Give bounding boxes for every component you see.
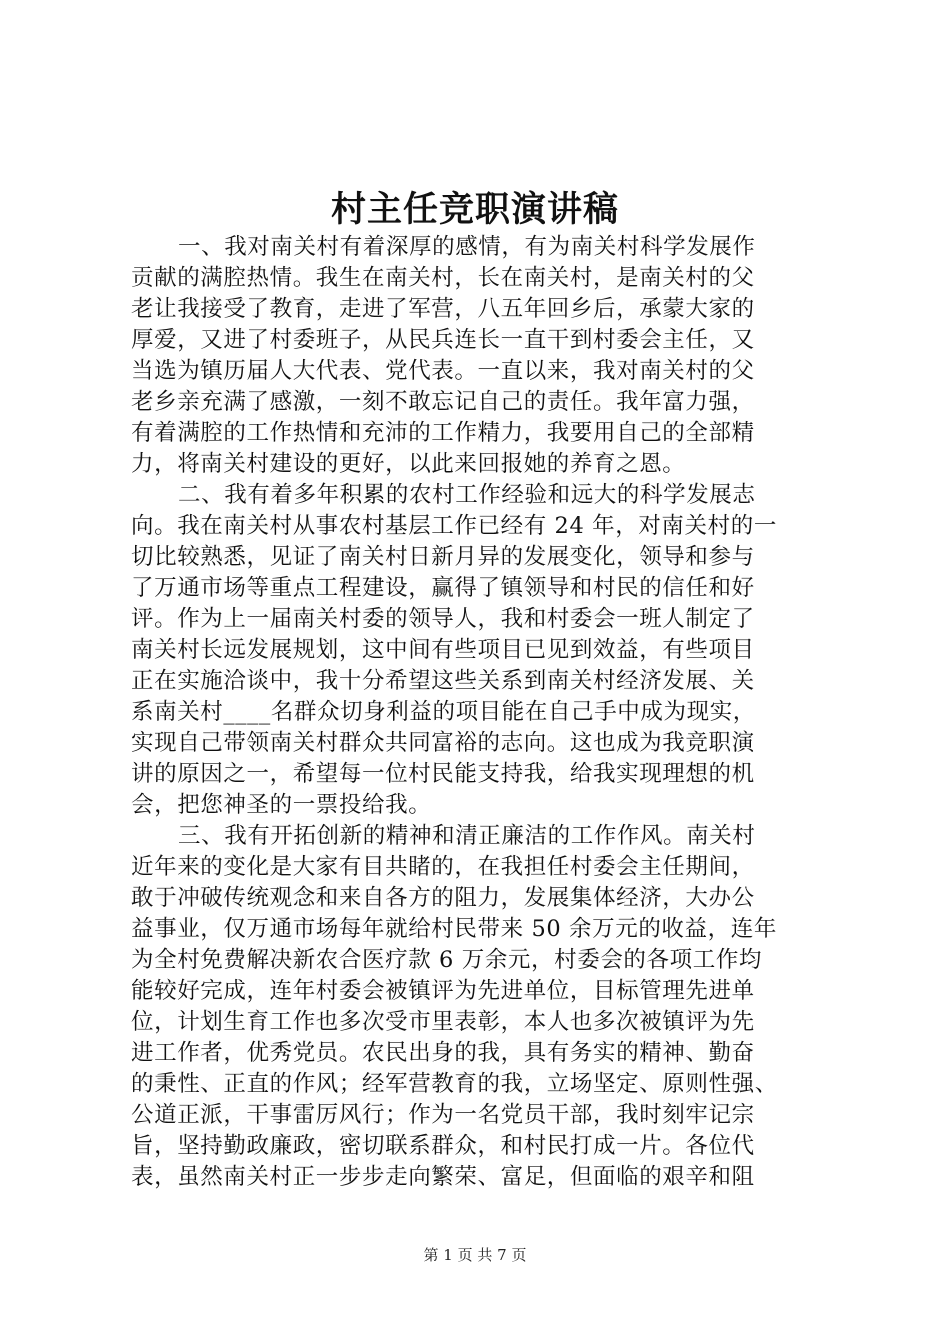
text-line: 南关村长远发展规划，这中间有些项目已见到效益，有些项目 [131, 637, 755, 663]
text-line: 老让我接受了教育，走进了军营，八五年回乡后，承蒙大家的 [131, 296, 755, 322]
text-line: 公道正派，干事雷厉风行；作为一名党员干部，我时刻牢记宗 [131, 1102, 755, 1128]
text-line: 系南关村____名群众切身利益的项目能在自己手中成为现实， [131, 699, 756, 725]
text-line: 为全村免费解决新农合医疗款 6 万余元，村委会的各项工作均 [131, 947, 763, 973]
page-footer: 第 1 页 共 7 页 [423, 1246, 527, 1264]
text-line: 厚爱，又进了村委班子，从民兵连长一直干到村委会主任，又 [131, 327, 755, 353]
text-line: 贡献的满腔热情。我生在南关村，长在南关村，是南关村的父 [131, 265, 755, 291]
text-line: 切比较熟悉，见证了南关村日新月异的发展变化，领导和参与 [131, 544, 755, 570]
document-title: 村主任竞职演讲稿 [330, 189, 619, 230]
document-body [131, 232, 831, 1193]
text-line: 三、我有开拓创新的精神和清正廉洁的工作作风。南关村 [178, 823, 756, 849]
text-line: 旨，坚持勤政廉政，密切联系群众，和村民打成一片。各位代 [131, 1133, 755, 1159]
text-line: 老乡亲充满了感激，一刻不敢忘记自己的责任。我年富力强， [131, 389, 755, 415]
text-line: 讲的原因之一，希望每一位村民能支持我，给我实现理想的机 [131, 761, 755, 787]
text-line: 的秉性、正直的作风；经军营教育的我，立场坚定、原则性强、 [131, 1071, 778, 1097]
text-line: 会，把您神圣的一票投给我。 [131, 792, 432, 818]
text-line: 正在实施洽谈中，我十分希望这些关系到南关村经济发展、关 [131, 668, 755, 694]
text-line: 二、我有着多年积累的农村工作经验和远大的科学发展志 [178, 482, 756, 508]
text-line: 向。我在南关村从事农村基层工作已经有 24 年，对南关村的一 [131, 513, 777, 539]
text-line: 近年来的变化是大家有目共睹的，在我担任村委会主任期间， [131, 854, 755, 880]
text-line: 实现自己带领南关村群众共同富裕的志向。这也成为我竞职演 [131, 730, 755, 756]
text-line: 位，计划生育工作也多次受市里表彰，本人也多次被镇评为先 [131, 1009, 755, 1035]
text-line: 敢于冲破传统观念和来自各方的阻力，发展集体经济，大办公 [131, 885, 755, 911]
text-line: 表，虽然南关村正一步步走向繁荣、富足，但面临的艰辛和阻 [131, 1164, 755, 1190]
text-line: 能较好完成，连年村委会被镇评为先进单位，目标管理先进单 [131, 978, 755, 1004]
text-line: 益事业，仅万通市场每年就给村民带来 50 余万元的收益，连年 [131, 916, 777, 942]
text-line: 力，将南关村建设的更好，以此来回报她的养育之恩。 [131, 451, 686, 477]
text-line: 评。作为上一届南关村委的领导人，我和村委会一班人制定了 [131, 606, 755, 632]
text-line: 当选为镇历届人大代表、党代表。一直以来，我对南关村的父 [131, 358, 755, 384]
text-line: 一、我对南关村有着深厚的感情，有为南关村科学发展作 [178, 234, 756, 260]
text-line: 有着满腔的工作热情和充沛的工作精力，我要用自己的全部精 [131, 420, 755, 446]
text-line: 了万通市场等重点工程建设，赢得了镇领导和村民的信任和好 [131, 575, 755, 601]
text-line: 进工作者，优秀党员。农民出身的我，具有务实的精神、勤奋 [131, 1040, 755, 1066]
